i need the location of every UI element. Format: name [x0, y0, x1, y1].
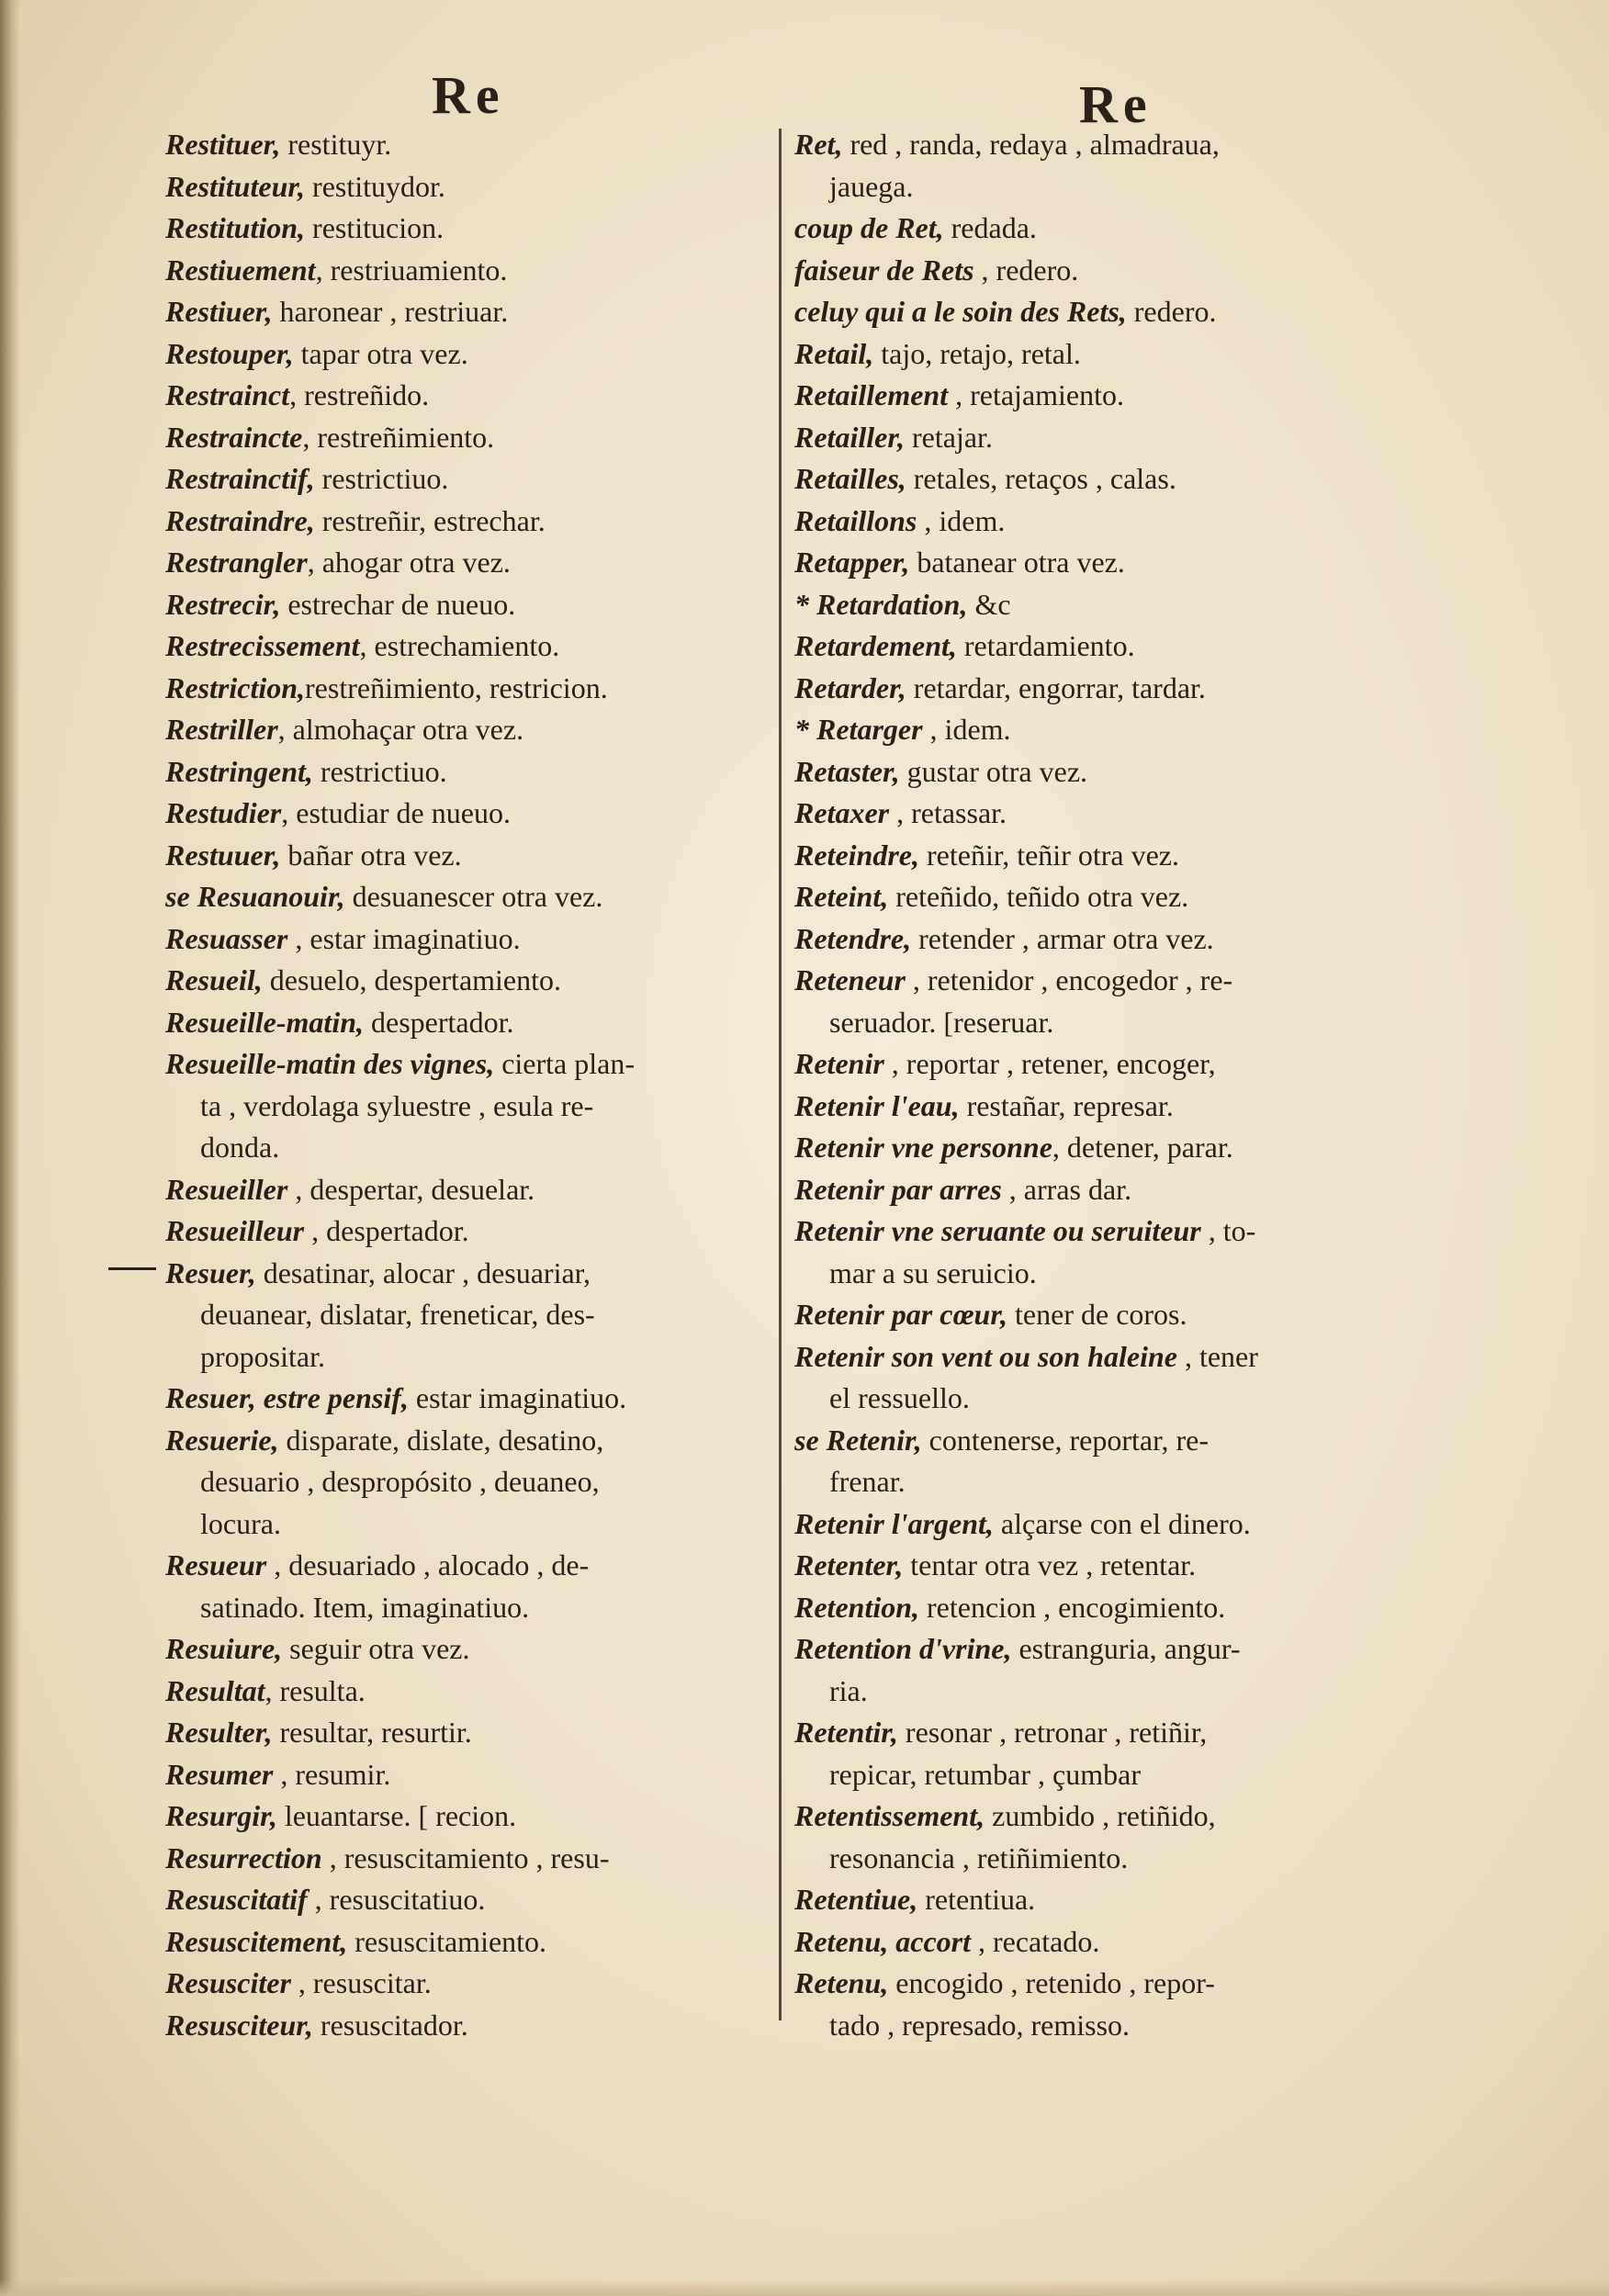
entry-headword: Retenir vne personne — [794, 1131, 1052, 1164]
entry-translation: gustar otra vez. — [899, 754, 1088, 788]
entry-headword: Retentissement, — [794, 1799, 985, 1832]
entry-headword: Resuer, — [165, 1255, 256, 1289]
entry-headword: Restrangler — [165, 546, 308, 579]
dictionary-entry — [165, 918, 776, 961]
entry-headword: Resultat — [165, 1673, 265, 1707]
dictionary-entry — [165, 751, 776, 793]
dictionary-entry — [165, 1712, 776, 1754]
entry-headword: Resuer, estre pensif, — [165, 1381, 409, 1414]
entry-headword: Restuuer, — [165, 838, 281, 872]
entry-translation: , arras dar. — [1001, 1172, 1132, 1206]
entry-headword: * Retarger — [794, 713, 923, 746]
entry-headword: Resueille-matin, — [165, 1005, 364, 1039]
dictionary-entry — [794, 1712, 1401, 1795]
entry-translation: , retenidor , encogedor , re- — [905, 963, 1233, 996]
entry-continuation: resonancia , retiñimiento. — [829, 1840, 1129, 1874]
entry-translation: tapar otra vez. — [293, 336, 468, 370]
entry-translation: restituydor. — [305, 169, 445, 203]
entry-translation: restitucion. — [305, 211, 444, 244]
entry-translation: restituyr. — [280, 128, 392, 161]
entry-translation: restrictiuo. — [314, 462, 449, 495]
entry-continuation: el ressuello. — [829, 1381, 970, 1414]
entry-headword: Retenu, — [794, 1966, 889, 1999]
entry-translation: alçarse con el dinero. — [993, 1506, 1251, 1540]
dictionary-entry — [794, 250, 1401, 292]
entry-headword: Resueiller — [165, 1172, 288, 1206]
entry-headword: Resusciter — [165, 1966, 291, 1999]
entry-headword: Retaster, — [794, 754, 900, 788]
entry-headword: Restraincte — [165, 420, 303, 454]
entry-translation: , almohaçar otra vez. — [277, 713, 524, 746]
dictionary-entry — [794, 625, 1401, 668]
dictionary-entry — [165, 709, 776, 751]
dictionary-entry — [794, 542, 1401, 584]
entry-translation: , retajamiento. — [948, 378, 1125, 411]
dictionary-entry — [794, 876, 1401, 918]
entry-translation: disparate, dislate, desatino, — [278, 1423, 604, 1457]
entry-translation: seguir otra vez. — [282, 1632, 470, 1665]
entry-translation: &c — [967, 587, 1011, 621]
entry-headword: Restitution, — [165, 211, 306, 244]
entry-translation: , tener — [1176, 1339, 1258, 1373]
entry-headword: Retenir son vent ou son haleine — [794, 1339, 1177, 1373]
entry-headword: Resuscitement, — [165, 1924, 348, 1958]
entry-translation: , resuscitamiento , resu- — [321, 1840, 610, 1874]
entry-translation: reteñido, teñido otra vez. — [888, 880, 1189, 913]
right-column — [794, 124, 1401, 2046]
entry-translation: tener de coros. — [1007, 1298, 1187, 1331]
entry-continuation: locura. — [200, 1506, 281, 1540]
entry-headword: se Resuanouir, — [165, 880, 345, 913]
dictionary-entry — [794, 124, 1401, 208]
dictionary-entry — [165, 876, 776, 918]
entry-headword: Retention, — [794, 1590, 920, 1624]
entry-headword: Retailles, — [794, 462, 906, 495]
entry-translation: redada. — [943, 211, 1037, 244]
entry-translation: retajar. — [905, 420, 993, 454]
entry-translation: , resulta. — [264, 1673, 366, 1707]
dictionary-entry — [165, 835, 776, 877]
dictionary-entry — [794, 458, 1401, 501]
entry-headword: Resueilleur — [165, 1214, 305, 1247]
dictionary-entry — [794, 1503, 1401, 1546]
entry-translation: retencion , encogimiento. — [919, 1590, 1226, 1624]
entry-headword: Retenter, — [794, 1548, 904, 1581]
entry-translation: retender , armar otra vez. — [911, 921, 1214, 955]
entry-headword: Restituteur, — [165, 169, 306, 203]
entry-continuation: jauega. — [829, 169, 914, 203]
dictionary-entry — [165, 1671, 776, 1713]
dictionary-entry — [794, 1545, 1401, 1587]
entry-headword: Restudier — [165, 796, 282, 829]
dictionary-entry — [165, 458, 776, 501]
entry-headword: Retenir — [794, 1047, 884, 1080]
entry-headword: Ret, — [794, 128, 843, 161]
dictionary-entry — [165, 1043, 776, 1169]
entry-translation: , idem. — [922, 713, 1011, 746]
entry-translation: redero. — [1126, 295, 1217, 328]
dictionary-entry — [165, 1879, 776, 1921]
entry-translation: resuscitador. — [312, 2008, 468, 2042]
entry-headword: Retailler, — [794, 420, 905, 454]
dictionary-entry — [165, 2005, 776, 2047]
dictionary-entry — [794, 918, 1401, 961]
dictionary-entry — [794, 1336, 1401, 1420]
entry-headword: Restrainct — [165, 378, 290, 411]
entry-headword: Retapper, — [794, 546, 910, 579]
dictionary-entry — [794, 1210, 1401, 1294]
entry-headword: Retenir par cœur, — [794, 1298, 1008, 1331]
entry-headword: coup de Ret, — [794, 211, 944, 244]
entry-translation: , to- — [1200, 1214, 1256, 1247]
dictionary-entry — [165, 668, 776, 710]
entry-translation: estrechar de nueuo. — [280, 587, 516, 621]
entry-headword: Restiuement — [165, 253, 316, 287]
dictionary-entry — [165, 375, 776, 417]
dictionary-entry — [794, 1043, 1401, 1086]
entry-translation: red , randa, redaya , almadraua, — [842, 128, 1220, 161]
entry-translation: restrictiuo. — [312, 754, 447, 788]
dictionary-entry — [794, 1086, 1401, 1128]
entry-headword: Resuerie, — [165, 1423, 279, 1457]
dictionary-entry — [794, 1294, 1401, 1336]
entry-translation: , estar imaginatiuo. — [287, 921, 521, 955]
entry-translation: desatinar, alocar , desuariar, — [255, 1255, 591, 1289]
entry-headword: Restouper, — [165, 336, 294, 370]
entry-continuation: repicar, retumbar , çumbar — [829, 1757, 1141, 1791]
entry-translation: , desuariado , alocado , de- — [266, 1548, 590, 1581]
dictionary-entry — [794, 960, 1401, 1043]
entry-continuation: deuanear, dislatar, freneticar, des- — [200, 1298, 595, 1331]
dictionary-entry — [794, 835, 1401, 877]
entry-headword: Resuasser — [165, 921, 288, 955]
entry-headword: Restriction, — [165, 670, 306, 704]
entry-translation: restreñimiento, restricion. — [305, 670, 608, 704]
dictionary-entry — [165, 124, 776, 166]
entry-headword: Restraindre, — [165, 503, 315, 537]
dictionary-entry — [794, 1963, 1401, 2046]
dictionary-entry — [794, 584, 1401, 626]
entry-translation: haronear , restriuar. — [272, 295, 509, 328]
entry-headword: se Retenir, — [794, 1423, 922, 1457]
dictionary-entry — [794, 793, 1401, 835]
entry-translation: retales, retaços , calas. — [906, 462, 1176, 495]
dictionary-entry — [165, 542, 776, 584]
dictionary-entry — [794, 1127, 1401, 1169]
entry-headword: Retentir, — [794, 1716, 898, 1749]
dictionary-entry — [165, 208, 776, 250]
entry-continuation: mar a su seruicio. — [829, 1255, 1037, 1289]
entry-translation: resuscitamiento. — [347, 1924, 547, 1958]
entry-headword: Resueil, — [165, 963, 263, 996]
dictionary-entry — [794, 1420, 1401, 1503]
entry-translation: contenerse, reportar, re- — [921, 1423, 1209, 1457]
dictionary-entry — [794, 501, 1401, 543]
entry-translation: zumbido , retiñido, — [985, 1799, 1216, 1832]
entry-headword: Retail, — [794, 336, 874, 370]
dictionary-entry — [165, 333, 776, 376]
entry-headword: Retenir par arres — [794, 1172, 1002, 1206]
entry-headword: Retaxer — [794, 796, 890, 829]
running-head-left: Re — [432, 65, 505, 125]
entry-translation: , restriuamiento. — [315, 253, 508, 287]
entry-headword: Resusciteur, — [165, 2008, 313, 2042]
entry-translation: , restreñimiento. — [302, 420, 495, 454]
entry-continuation: ria. — [829, 1673, 868, 1707]
dictionary-entry — [165, 625, 776, 668]
entry-continuation: tado , represado, remisso. — [829, 2008, 1131, 2042]
dictionary-entry — [165, 250, 776, 292]
dictionary-entry — [794, 291, 1401, 333]
entry-translation: , redero. — [973, 253, 1079, 287]
entry-translation: retardamiento. — [956, 629, 1135, 662]
dictionary-entry — [794, 417, 1401, 459]
entry-translation: desuanescer otra vez. — [344, 880, 603, 913]
entry-translation: , resuscitar. — [290, 1966, 432, 1999]
margin-dash-mark — [108, 1267, 156, 1270]
dictionary-entry — [165, 1795, 776, 1838]
entry-translation: , resuscitatiuo. — [307, 1883, 486, 1916]
entry-headword: Resueille-matin des vignes, — [165, 1047, 495, 1080]
entry-headword: Retarder, — [794, 670, 906, 704]
entry-translation: batanear otra vez. — [909, 546, 1125, 579]
dictionary-entry — [165, 584, 776, 626]
entry-headword: Resueur — [165, 1548, 267, 1581]
entry-headword: Restriller — [165, 713, 278, 746]
entry-headword: Retention d'vrine, — [794, 1632, 1012, 1665]
dictionary-entry — [794, 1879, 1401, 1921]
entry-translation: leuantarse. [ recion. — [276, 1799, 517, 1832]
dictionary-entry — [165, 166, 776, 208]
dictionary-entry — [794, 375, 1401, 417]
entry-headword: Retentiue, — [794, 1883, 918, 1916]
entry-translation: tentar otra vez , retentar. — [903, 1548, 1197, 1581]
entry-translation: , recatado. — [970, 1924, 1100, 1958]
dictionary-entry — [165, 1169, 776, 1211]
entry-headword: faiseur de Rets — [794, 253, 974, 287]
column-divider — [779, 129, 782, 2020]
entry-headword: Retenu, accort — [794, 1924, 971, 1958]
entry-translation: , retassar. — [889, 796, 1007, 829]
entry-headword: Reteint, — [794, 880, 889, 913]
entry-headword: Restrecissement — [165, 629, 360, 662]
entry-continuation: frenar. — [829, 1465, 906, 1498]
dictionary-entry — [165, 960, 776, 1002]
dictionary-entry — [165, 501, 776, 543]
dictionary-entry — [794, 333, 1401, 376]
dictionary-entry — [165, 1921, 776, 1964]
dictionary-entry — [165, 1002, 776, 1044]
entry-translation: estranguria, angur- — [1011, 1632, 1241, 1665]
dictionary-entry — [165, 1378, 776, 1420]
entry-translation: , estudiar de nueuo. — [281, 796, 511, 829]
dictionary-entry — [165, 291, 776, 333]
dictionary-entry — [794, 668, 1401, 710]
dictionary-entry — [165, 1210, 776, 1253]
entry-translation: , ahogar otra vez. — [307, 546, 511, 579]
entry-translation: , restreñido. — [289, 378, 430, 411]
dictionary-entry — [165, 1963, 776, 2005]
entry-headword: Retenir l'eau, — [794, 1088, 960, 1122]
entry-translation: , despertar, desuelar. — [287, 1172, 535, 1206]
entry-headword: Retenir l'argent, — [794, 1506, 994, 1540]
dictionary-entry — [165, 1253, 776, 1379]
entry-headword: celuy qui a le soin des Rets, — [794, 295, 1127, 328]
entry-translation: , idem. — [917, 503, 1006, 537]
dictionary-entry — [794, 751, 1401, 793]
dictionary-entry — [794, 709, 1401, 751]
entry-headword: Resulter, — [165, 1716, 273, 1749]
page-edge-shadow — [0, 0, 20, 2296]
entry-translation: resonar , retronar , retiñir, — [897, 1716, 1208, 1749]
entry-headword: Retardement, — [794, 629, 957, 662]
entry-headword: Resuiure, — [165, 1632, 283, 1665]
entry-headword: Reteindre, — [794, 838, 919, 872]
entry-translation: despertador. — [364, 1005, 514, 1039]
entry-headword: Resurrection — [165, 1840, 322, 1874]
entry-headword: * Retardation, — [794, 587, 968, 621]
entry-translation: tajo, retajo, retal. — [873, 336, 1081, 370]
entry-headword: Retaillons — [794, 503, 917, 537]
dictionary-entry — [165, 1838, 776, 1880]
entry-translation: estar imaginatiuo. — [408, 1381, 627, 1414]
entry-headword: Resumer — [165, 1757, 274, 1791]
entry-headword: Restringent, — [165, 754, 313, 788]
entry-continuation: propositar. — [200, 1339, 325, 1373]
dictionary-entry — [794, 1628, 1401, 1712]
entry-translation: cierta plan- — [494, 1047, 635, 1080]
entry-headword: Retendre, — [794, 921, 912, 955]
entry-translation: restañar, represar. — [959, 1088, 1174, 1122]
entry-headword: Restiuer, — [165, 295, 273, 328]
dictionary-entry — [794, 1587, 1401, 1629]
entry-continuation: desuario , despropósito , deuaneo, — [200, 1465, 600, 1498]
entry-continuation: satinado. Item, imaginatiuo. — [200, 1590, 530, 1624]
entry-translation: , detener, parar. — [1052, 1131, 1233, 1164]
entry-translation: restreñir, estrechar. — [314, 503, 546, 537]
entry-headword: Restrainctif, — [165, 462, 315, 495]
entry-headword: Restituer, — [165, 128, 281, 161]
entry-translation: bañar otra vez. — [280, 838, 462, 872]
entry-headword: Retaillement — [794, 378, 949, 411]
dictionary-entry — [165, 1754, 776, 1796]
entry-continuation: donda. — [200, 1131, 280, 1164]
entry-translation: encogido , retenido , repor- — [888, 1966, 1215, 1999]
dictionary-entry — [165, 1628, 776, 1671]
entry-translation: retentiua. — [917, 1883, 1036, 1916]
dictionary-entry — [794, 1795, 1401, 1879]
entry-headword: Restrecir, — [165, 587, 281, 621]
running-head-right: Re — [1079, 74, 1153, 134]
dictionary-entry — [165, 1420, 776, 1546]
entry-translation: resultar, resurtir. — [272, 1716, 472, 1749]
entry-translation: desuelo, despertamiento. — [262, 963, 562, 996]
entry-translation: retardar, engorrar, tardar. — [906, 670, 1206, 704]
entry-continuation: ta , verdolaga syluestre , esula re- — [200, 1088, 594, 1122]
entry-translation: , despertador. — [304, 1214, 469, 1247]
entry-headword: Resurgir, — [165, 1799, 277, 1832]
entry-translation: , reportar , retener, encoger, — [883, 1047, 1216, 1080]
left-column — [165, 124, 776, 2046]
dictionary-entry — [794, 1921, 1401, 1964]
dictionary-entry — [165, 1545, 776, 1628]
dictionary-entry — [794, 208, 1401, 250]
entry-continuation: seruador. [reseruar. — [829, 1005, 1054, 1039]
entry-translation: , resumir. — [273, 1757, 391, 1791]
dictionary-entry — [165, 417, 776, 459]
page-bottom-edge — [0, 2279, 1609, 2296]
entry-headword: Retenir vne seruante ou seruiteur — [794, 1214, 1201, 1247]
entry-headword: Resuscitatif — [165, 1883, 308, 1916]
entry-headword: Reteneur — [794, 963, 906, 996]
dictionary-entry — [165, 793, 776, 835]
entry-translation: reteñir, teñir otra vez. — [918, 838, 1179, 872]
entry-translation: , estrechamiento. — [359, 629, 560, 662]
dictionary-entry — [794, 1169, 1401, 1211]
